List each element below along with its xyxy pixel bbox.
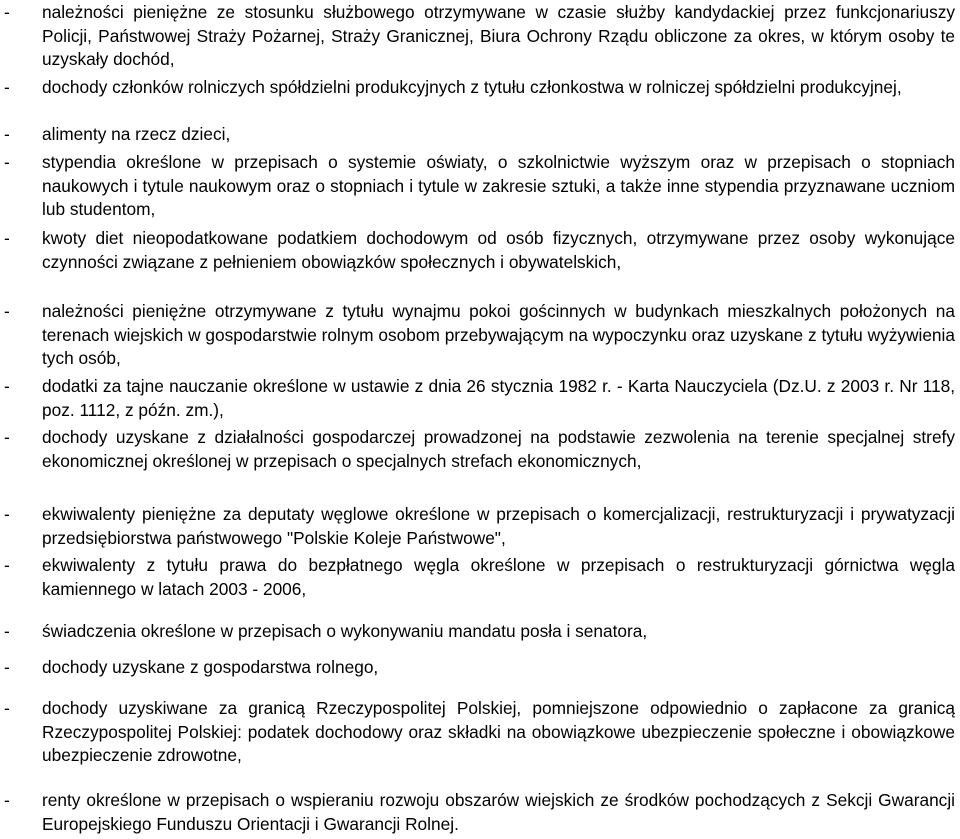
- list-bullet: -: [4, 427, 10, 447]
- list-item-text: kwoty diet nieopodatkowane podatkiem dochodowym od osób fizycznych, otrzymywane przez osoby wykonujące czynności związane z pełnieniem obowiązków społecznych i obywatelskich,: [42, 228, 955, 272]
- list-bullet: -: [4, 301, 10, 321]
- list-bullet: -: [4, 698, 10, 718]
- list-bullet: -: [4, 77, 10, 97]
- list-bullet: -: [4, 621, 10, 641]
- list-bullet: -: [4, 376, 10, 396]
- list-item-text: ekwiwalenty pieniężne za deputaty węglowe określone w przepisach o komercjalizacji, restrukturyzacji i prywatyzacji przedsiębiorstwa państwowego "Polskie Koleje Państwowe",: [42, 504, 955, 548]
- list-item-text: dochody członków rolniczych spółdzielni produkcyjnych z tytułu członkostwa w rolniczej spółdzielni produkcyjnej,: [42, 77, 902, 97]
- list-bullet: -: [4, 504, 10, 524]
- list-bullet: -: [4, 555, 10, 575]
- list-item-text: alimenty na rzecz dzieci,: [42, 124, 231, 144]
- list-bullet: -: [4, 228, 10, 248]
- list-item-text: dochody uzyskane z działalności gospodarczej prowadzonej na podstawie zezwolenia na terenie specjalnej strefy ekonomicznej określonej w przepisach o specjalnych strefach ekonomicznych,: [42, 427, 955, 471]
- list-item-text: należności pieniężne ze stosunku służbowego otrzymywane w czasie służby kandydackiej przez funkcjonariuszy Policji, Państwowej Straży Pożarnej, Straży Granicznej, Biura Ochrony Rządu obliczone za okres, w którym osoby te uzyskały dochód,: [42, 2, 955, 70]
- list-item-text: dodatki za tajne nauczanie określone w ustawie z dnia 26 stycznia 1982 r. - Karta Nauczyciela (Dz.U. z 2003 r. Nr 118, poz. 1112, z późn. zm.),: [42, 376, 955, 420]
- list-item-text: dochody uzyskiwane za granicą Rzeczypospolitej Polskiej, pomniejszone odpowiednio o zapłacone za granicą Rzeczypospolitej Polskiej: podatek dochodowy oraz składki na obowiązkowe ubezpieczenie społeczne i obowiązkowe ubezpieczenie zdrowotne,: [42, 698, 955, 766]
- list-bullet: -: [4, 657, 10, 677]
- list-item-text: świadczenia określone w przepisach o wykonywaniu mandatu posła i senatora,: [42, 621, 648, 641]
- list-bullet: -: [4, 2, 10, 22]
- list-item-text: należności pieniężne otrzymywane z tytułu wynajmu pokoi gościnnych w budynkach mieszkalnych położonych na terenach wiejskich w gospodarstwie rolnym osobom przebywającym na wypoczynku oraz uzyskane z tytułu wyżywienia tych osób,: [42, 301, 955, 369]
- list-bullet: -: [4, 124, 10, 144]
- list-item-text: stypendia określone w przepisach o systemie oświaty, o szkolnictwie wyższym oraz w przepisach o stopniach naukowych i tytule naukowym oraz o stopniach i tytule w zakresie sztuki, a także inne stypendia przyznawane uczniom lub studentom,: [42, 152, 955, 220]
- list-item-text: renty określone w przepisach o wspieraniu rozwoju obszarów wiejskich ze środków pochodzących z Sekcji Gwarancji Europejskiego Funduszu Orientacji i Gwarancji Rolnej.: [42, 790, 955, 834]
- list-bullet: -: [4, 790, 10, 810]
- list-item-text: ekwiwalenty z tytułu prawa do bezpłatnego węgla określone w przepisach o restrukturyzacji górnictwa węgla kamiennego w latach 2003 - 2006,: [42, 555, 955, 599]
- list-bullet: -: [4, 152, 10, 172]
- list-item-text: dochody uzyskane z gospodarstwa rolnego,: [42, 657, 379, 677]
